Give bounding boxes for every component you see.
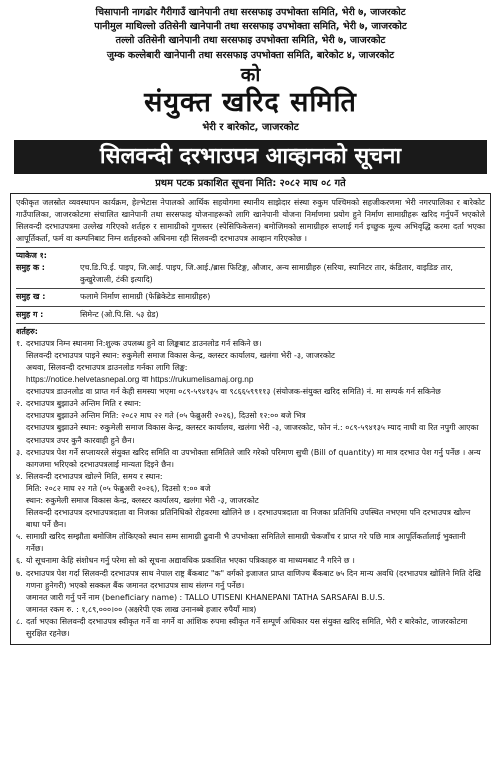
notice-banner: सिलवन्दी दरभाउपत्र आव्हानको सूचना [14, 140, 487, 174]
condition-7 [16, 568, 485, 616]
condition-line: स्थान: रुकुमेली समाज विकास केन्द्र, क्लस्टर कार्यालय, खलंगा भेरी -३, जाजरकोट [26, 495, 259, 505]
condition-number: २. [16, 399, 23, 409]
intro-paragraph: एकीकृत जलस्रोत व्यवस्थापन कार्यक्रम, हेल्भेटास नेपालको आर्थिक सहयोगमा स्थानीय साझेदार संस्था रुकुम पश्चिमको सहजीकरणमा भेरी नगरपालिका र बारेकोट गाउँपालिका, जाजरकोटमा संचालित खानेपानी तथा सरसफाइ योजनाहरूको लागि खानेपानी योजना निर्माणमा प्रयोग हुने निर्माण सामाग्रीहरू खरिद गर्नुपर्ने भएकोले सिलवन्दी दरभाउपत्रमा उल्लेख गरिएको शर्तहरु र सामाग्रीको गुणस्तर (स्पेसिफिकेसन) बमोजिमको सामाग्रीहरु सप्लाई गर्न इच्छुक मूल्य अभिवृद्धि करमा दर्ता भएका आपूर्तिकर्ता, फर्म वा कम्पनिबाट निम्न शर्तहरुको अधिनमा रही सिलवन्दी दरभाउपत्र आव्हान गरिएकोछ । [16, 197, 485, 244]
guarantee-amount: जमानत रकम रु. : १,८९,०००।०० (अक्षरेपी एक लाख उनानब्बे हजार रुपैयाँ मात्र) [26, 604, 257, 614]
publication-date: प्रथम पटक प्रकाशित सूचना मिति: २०८२ माघ ०८ गते [155, 177, 346, 189]
condition-line: सिलवन्दी दरभाउपत्र खोल्ने मिति, समय र स्थान: [26, 471, 163, 481]
divider [16, 288, 485, 289]
condition-line: दरभाउपत्र पेश गर्ने सप्लायरले संयुक्त खरिद समिति वा उपभोक्ता समितिले जारि गरेको परिमाण सुची (Bill of quantity) मा मात्र दरभाउ पेश गर्नु पर्नेछ । अन्य कागजमा भरिएको दरभाउपत्रलाई मान्यता दिइने छैन। [26, 447, 481, 469]
condition-line: यो सूचनामा केहि संशोधन गर्नु परेमा सो को सूचना अद्यावधिक प्रकाशित भएका पत्रिकाहरु वा माध्यमबाट नै गरिने छ । [26, 556, 355, 566]
condition-line: अथवा, सिलवन्दी दरभाउपत्र डाउनलोड गर्नका लागि लिङ्क: [26, 362, 188, 372]
condition-number: ५. [16, 532, 23, 542]
condition-line: दरभाउपत्र निम्न स्थानमा नि:शुल्क उपलब्ध हुने वा लिङ्कबाट डाउनलोड गर्न सकिने छ। [26, 338, 262, 348]
committee-line-2: पानीमुल माथिल्लो उतिसेनी खानेपानी तथा सरसफाइ उपभोक्ता समिति, भेरी ७, जाजरकोट [94, 21, 407, 33]
condition-line: दरभाउपत्र पेश गर्दा सिलवन्दी दरभाउपत्र साथ नेपाल राष्ट्र बैंकबाट "क" वर्गको इजाजत प्राप्त वाणिज्य बैंकबाट ७५ दिन मान्य अवधि (दरभाउपत्र खोलिने मिति देखि गणना हुनेगरी) भएको सक्कल बैंक जमानत दरभाउपत्र साथ संलग्न गर्नु पर्नेछ। [26, 568, 481, 590]
condition-2 [16, 398, 485, 446]
condition-line: दरभाउपत्र बुझाउने अन्तिम मिति र स्थान: [26, 399, 142, 409]
condition-number: ७. [16, 568, 23, 578]
divider [16, 247, 485, 248]
condition-number: ४. [16, 471, 23, 481]
committee-line-3: तल्लो उतिसेनी खानेपानी तथा सरसफाइ उपभोक्ता समिति, भेरी ७, जाजरकोट [115, 35, 386, 47]
condition-line: मिति: २०८२ माघ २२ गते (०५ फेब्रुअरी २०२६), दिउसो १:०० बजे [26, 483, 211, 493]
condition-line: सिलवन्दी दरभाउपत्र पाइने स्थान: रुकुमेली समाज विकास केन्द्र, क्लस्टर कार्यालय, खलंगा भेरी -३, जाजरकोट [26, 350, 335, 360]
condition-5 [16, 531, 485, 555]
group-text: एच.डि.पि.ई. पाइप, जि.आई. पाइप, जि.आई./ब्रास फिटिङ्ग, औजार, अन्य सामाग्रीहरु (सरिया, स्यानिटर तार, कंडितार, वाइडिङ तार, कुखुरेजाली, टंकी इत्यादि) [80, 263, 453, 285]
condition-3 [16, 447, 485, 471]
committee-line-1: चिसापानी नागढोर गैरीगाउँ खानेपानी तथा सरसफाइ उपभोक्ता समिति, भेरी ७, जाजरकोट [95, 7, 406, 18]
divider [16, 306, 485, 307]
condition-number: ३. [16, 447, 23, 457]
ko-connector: को [240, 63, 261, 86]
committee-line-4: जुम्क कल्लेबारी खानेपानी तथा सरसफाइ उपभोक्ता समिति, बारेकोट ४, जाजरकोट [106, 49, 395, 61]
committee-title: संयुक्त खरिद समिति [144, 86, 357, 118]
condition-4 [16, 471, 485, 531]
condition-8 [16, 616, 485, 640]
condition-6 [16, 555, 485, 567]
package-heading: प्याकेज १: [16, 251, 47, 261]
condition-number: १. [16, 338, 23, 348]
condition-1 [16, 338, 485, 398]
condition-number: ८. [16, 616, 23, 626]
group-text: सिमेन्ट (ओ.पि.सि. ५३ ग्रेड) [80, 309, 159, 319]
condition-line: सामाग्री खरिद सम्झौता बमोजिम तोकिएको स्थान सम्म सामाग्री ढुवानी भै उपभोक्ता समितिले सामाग्री चेकजाँच र प्राप्त गरे पछि मात्र आपूर्तिकर्तालाई भुक्तानी गर्नेछ। [26, 532, 466, 554]
notice-header [10, 6, 491, 191]
group-text: फलामे निर्माण सामाग्री (फेब्रिकेटेड सामाग्रीहरु) [80, 292, 211, 302]
notice-body [10, 193, 491, 645]
divider [16, 323, 485, 324]
condition-line: दर्ता भएका सिलवन्दी दरभाउपत्र स्वीकृत गर्ने वा नगर्ने वा आंशिक रुपमा स्वीकृत गर्ने सम्पूर्ण अधिकार यस संयुक्त खरिद समिति, भेरी र बारेकोट, जाजरकोटमा सुरक्षित रहनेछ। [26, 616, 468, 638]
group-label: समुह ख : [16, 292, 46, 302]
condition-line: दरभाउपत्र बुझाउने स्थान: रुकुमेली समाज विकास केन्द्र, क्लस्टर कार्यालय, खलंगा भेरी -३, जाजरकोट, फोन नं.: ०८९-५९४१३५ म्याद नाघी वा रित नपुगी आएका दरभाउपत्र उपर कुनै कारवाही हुने छैन। [26, 423, 479, 445]
committee-location: भेरी र बारेकोट, जाजरकोट [202, 121, 299, 133]
download-links[interactable]: https://notice.helvetasnepal.org वा https://rukumelisamaj.org.np [26, 375, 254, 385]
package-group-a [16, 262, 485, 286]
condition-number: ६. [16, 556, 23, 566]
group-label: समुह ग : [16, 309, 44, 319]
group-label: समुह क : [16, 263, 45, 273]
package-group-b [16, 291, 485, 303]
conditions-heading: शर्तहरु: [16, 326, 38, 336]
condition-line: दरभाउपत्र बुझाउने अन्तिम मिति: २०८२ माघ २२ गते (०५ फेब्रुअरी २०२६), दिउसो १२:०० बजे भित्र [26, 411, 306, 421]
condition-line: दरभाउपत्र डाउनलोड वा प्राप्त गर्न केही समस्या भएमा ०८९-५९४१३५ वा ९८६६५९९११३ (संयोजक-संयुक्त खरिद समिति) नं. मा सम्पर्क गर्न सकिनेछ [26, 387, 441, 397]
condition-line: सिलवन्दी दरभाउपत्र दरभाउपत्रदाता वा निजका प्रतिनिधिको रोहवरमा खोलिने छ । दरभाउपत्रदाता वा निजका प्रतिनिधि उपस्थित नभएमा पनि दरभाउपत्र खोल्न बाधा पर्ने छैन। [26, 508, 471, 530]
package-group-c [16, 309, 485, 321]
beneficiary-name: जमानत जारी गर्नु पर्ने नाम (beneficiary name) : TALLO UTISENI KHANEPANI TATHA SARSAFAI B.U.S. [26, 592, 385, 602]
